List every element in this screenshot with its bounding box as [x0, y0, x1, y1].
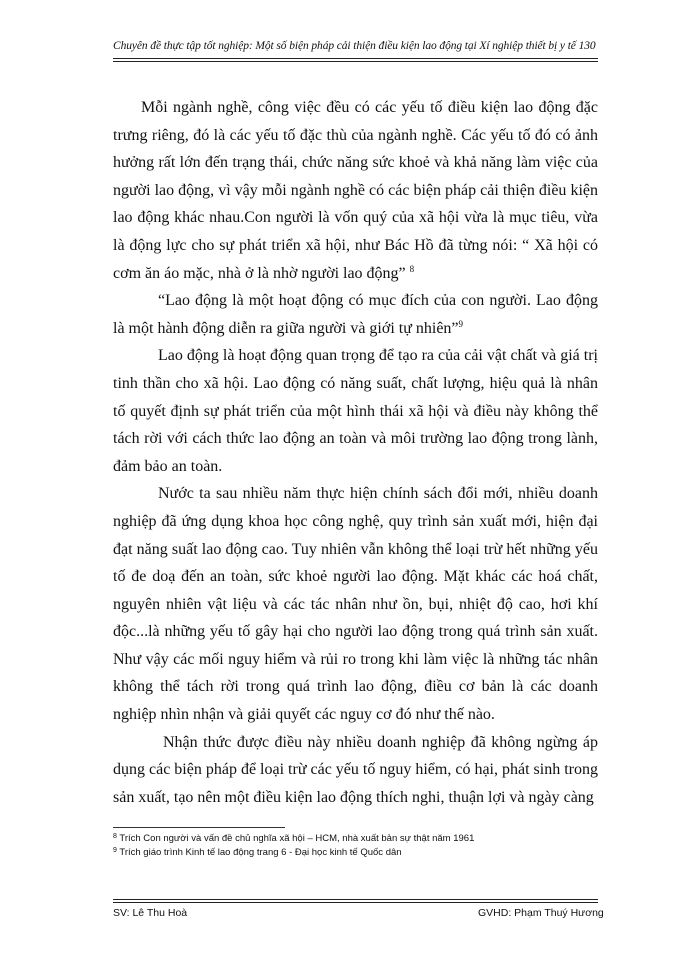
footnote-8-text: Trích Con người và vấn đề chủ nghĩa xã hội – HCM, nhà xuất bản sự thật năm 1961: [119, 833, 475, 844]
footnote-9-text: Trích giáo trình Kinh tế lao động trang 6 - Đại học kinh tế Quốc dân: [119, 847, 402, 858]
paragraph-3: Lao động là hoạt động quan trọng để tạo ra của cải vật chất và giá trị tinh thần cho xã hội. Lao động có năng suất, chất lượng, hiệu quả là nhân tố quyết định sự phát triển của một hình thái xã hội và điều này không thể tách rời với cách thức lao động an toàn và môi trường lao động trong lành, đảm bảo an toàn.: [113, 347, 598, 475]
footer-student: SV: Lê Thu Hoà: [113, 907, 188, 919]
footer-advisor: GVHD: Phạm Thuý Hương: [478, 907, 604, 919]
paragraph-1-text: Mỗi ngành nghề, công việc đều có các yếu tố điều kiện lao động đặc trưng riêng, đó là các yếu tố đặc thù của ngành nghề. Các yếu tố đó có ảnh hưởng rất lớn đến trạng thái, chức năng sức khoẻ và khả năng làm việc của người lao động, vì vậy mỗi ngành nghề có các biện pháp cải thiện điều kiện lao động khác nhau.Con người là vốn quý của xã hội vừa là mục tiêu, vừa là động lực cho sự phát triển xã hội, như Bác Hồ đã từng nói: “ Xã hội có cơm ăn áo mặc, nhà ở là nhờ người lao động”: [113, 99, 598, 282]
footnote-9: [113, 846, 598, 860]
paragraph-5: Nhận thức được điều này nhiều doanh nghiệp đã không ngừng áp dụng các biện pháp để loại trừ các yếu tố nguy hiểm, có hại, phát sinh trong sản xuất, tạo nên một điều kiện lao động thích nghi, thuận lợi và ngày càng: [113, 733, 598, 806]
paragraph-4: Nước ta sau nhiều năm thực hiện chính sách đổi mới, nhiều doanh nghiệp đã ứng dụng khoa học công nghệ, quy trình sản xuất mới, hiện đại đạt năng suất lao động cao. Tuy nhiên vẫn không thể loại trừ hết những yếu tố đe doạ đến an toàn, sức khoẻ người lao động. Mặt khác các hoá chất, nguyên nhiên vật liệu và các tác nhân như ồn, bụi, nhiệt độ cao, hơi khí độc...là những yếu tố gây hại cho người lao động trong quá trình sản xuất. Như vậy các mối nguy hiểm và rủi ro trong khi làm việc là những tác nhân không thể tách rời trong quá trình lao động, điều cơ bản là các doanh nghiệp nhìn nhận và giải quyết các nguy cơ đó như thế nào.: [113, 485, 598, 724]
footnote-ref-8: 8: [409, 263, 415, 274]
footnote-8: [113, 832, 598, 846]
footnote-ref-9: 9: [458, 318, 464, 329]
footer-rule-bottom: [113, 902, 598, 903]
footer-rule-top: [113, 899, 598, 900]
footnote-9-number: 9: [113, 847, 117, 854]
header-rule-bottom: [113, 61, 598, 62]
header-rule-top: [113, 58, 598, 59]
footnote-8-number: 8: [113, 833, 117, 840]
paragraph-2-text: “Lao động là một hoạt động có mục đích của con người. Lao động là một hành động diễn ra giữa người và giới tự nhiên”: [113, 292, 598, 337]
body-text: [113, 94, 598, 811]
footnotes: [113, 832, 598, 860]
footnote-separator: [113, 827, 285, 828]
paragraph-2-quote: [113, 287, 598, 342]
paragraph-1: [113, 94, 598, 287]
running-header: Chuyên đề thực tập tốt nghiệp: Một số biện pháp cải thiện điều kiện lao động tại Xí nghiệp thiết bị y tế 130: [113, 40, 596, 52]
